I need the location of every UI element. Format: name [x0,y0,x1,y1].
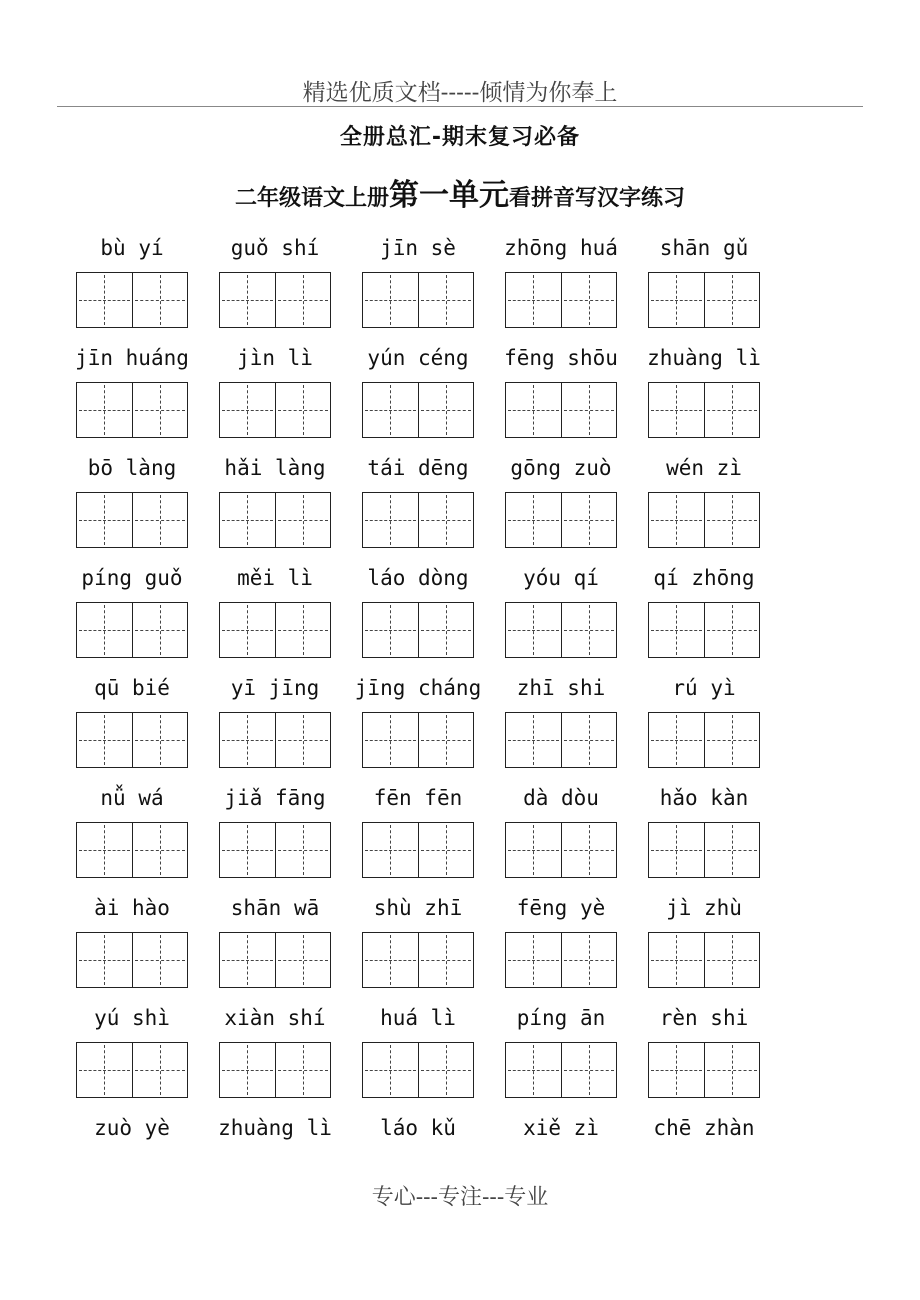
title-task: 看拼音写汉字练习 [509,186,686,211]
pinyin-label: rèn shi [659,1006,749,1030]
page-header: 精选优质文档-----倾情为你奉上 [302,80,618,106]
tian-grid-cell[interactable] [220,823,275,877]
tian-grid-cell[interactable] [363,933,418,987]
writing-boxes[interactable] [505,1042,617,1098]
tian-grid-cell[interactable] [649,823,704,877]
writing-boxes[interactable] [219,932,331,988]
tian-grid-cell[interactable] [220,1043,275,1097]
tian-grid-cell[interactable] [77,603,132,657]
writing-boxes[interactable] [505,382,617,438]
tian-grid-cell[interactable] [220,493,275,547]
pinyin-label: huá lì [380,1006,456,1030]
tian-grid-cell[interactable] [704,713,760,767]
writing-boxes[interactable] [648,382,760,438]
pinyin-label: fēn fēn [373,786,463,810]
pinyin-label: rú yì [672,676,736,700]
pinyin-label: yī jīng [230,676,320,700]
writing-boxes[interactable] [505,932,617,988]
tian-grid-cell[interactable] [363,273,418,327]
writing-boxes[interactable] [76,492,188,548]
tian-grid-cell[interactable] [132,273,188,327]
writing-boxes[interactable] [76,602,188,658]
pinyin-label: jiǎ fāng [224,786,326,810]
tian-grid-cell[interactable] [704,383,760,437]
tian-grid-cell[interactable] [132,493,188,547]
writing-boxes[interactable] [76,932,188,988]
pinyin-label: shù zhī [373,896,463,920]
tian-grid-cell[interactable] [561,273,617,327]
writing-boxes[interactable] [219,602,331,658]
pinyin-label: chē zhàn [653,1116,755,1140]
tian-grid-cell[interactable] [363,1043,418,1097]
tian-grid-cell[interactable] [649,933,704,987]
pinyin-label: qū bié [94,676,170,700]
tian-grid-cell[interactable] [275,273,331,327]
tian-grid-cell[interactable] [418,603,474,657]
pinyin-label: hǎo kàn [659,786,749,810]
tian-grid-cell[interactable] [77,493,132,547]
pinyin-label: zhuàng lì [218,1116,332,1140]
pinyin-label: xiě zì [523,1116,599,1140]
tian-grid-cell[interactable] [561,493,617,547]
tian-grid-cell[interactable] [77,713,132,767]
pinyin-label: zhī shi [516,676,606,700]
pinyin-label: jīn sè [380,236,456,260]
pinyin-label: yóu qí [523,566,599,590]
writing-boxes[interactable] [648,272,760,328]
subtitle: 全册总汇-期末复习必备 [339,125,581,150]
tian-grid-cell[interactable] [275,603,331,657]
tian-grid-cell[interactable] [418,713,474,767]
tian-grid-cell[interactable] [132,933,188,987]
tian-grid-cell[interactable] [77,383,132,437]
tian-grid-cell[interactable] [506,383,561,437]
writing-boxes[interactable] [362,272,474,328]
tian-grid-cell[interactable] [506,1043,561,1097]
writing-boxes[interactable] [505,272,617,328]
pinyin-label: jīng cháng [354,676,482,700]
pinyin-label: zhuàng lì [647,346,761,370]
writing-boxes[interactable] [76,1042,188,1098]
writing-boxes[interactable] [362,382,474,438]
pinyin-label: guǒ shí [230,236,320,260]
writing-boxes[interactable] [219,1042,331,1098]
pinyin-label: píng ān [516,1006,606,1030]
tian-grid-cell[interactable] [506,603,561,657]
tian-grid-cell[interactable] [275,383,331,437]
pinyin-label: jīn huáng [75,346,189,370]
pinyin-label: fēng shōu [504,346,618,370]
writing-boxes[interactable] [362,602,474,658]
pinyin-label: tái dēng [367,456,469,480]
pinyin-label: gōng zuò [510,456,612,480]
writing-boxes[interactable] [505,822,617,878]
tian-grid-cell[interactable] [506,933,561,987]
tian-grid-cell[interactable] [77,933,132,987]
writing-boxes[interactable] [219,822,331,878]
tian-grid-cell[interactable] [220,933,275,987]
writing-boxes[interactable] [219,272,331,328]
tian-grid-cell[interactable] [704,933,760,987]
tian-grid-cell[interactable] [418,823,474,877]
tian-grid-cell[interactable] [704,493,760,547]
tian-grid-cell[interactable] [561,933,617,987]
tian-grid-cell[interactable] [506,273,561,327]
writing-boxes[interactable] [76,822,188,878]
writing-boxes[interactable] [648,822,760,878]
tian-grid-cell[interactable] [363,493,418,547]
pinyin-label: hǎi làng [224,456,326,480]
tian-grid-cell[interactable] [132,823,188,877]
title-unit: 第一单元 [389,178,509,213]
pinyin-label: dà dòu [523,786,599,810]
tian-grid-cell[interactable] [704,823,760,877]
tian-grid-cell[interactable] [418,933,474,987]
tian-grid-cell[interactable] [704,273,760,327]
tian-grid-cell[interactable] [275,1043,331,1097]
pinyin-label: láo dòng [367,566,469,590]
tian-grid-cell[interactable] [275,493,331,547]
pinyin-label: zuò yè [94,1116,170,1140]
page-footer: 专心---专注---专业 [371,1185,549,1210]
pinyin-label: yún céng [367,346,469,370]
pinyin-label: měi lì [237,566,313,590]
tian-grid-cell[interactable] [649,273,704,327]
pinyin-label: zhōng huá [504,236,618,260]
tian-grid-cell[interactable] [77,823,132,877]
pinyin-label: yú shì [94,1006,170,1030]
tian-grid-cell[interactable] [275,713,331,767]
tian-grid-cell[interactable] [704,603,760,657]
tian-grid-cell[interactable] [220,603,275,657]
tian-grid-cell[interactable] [77,1043,132,1097]
tian-grid-cell[interactable] [649,603,704,657]
tian-grid-cell[interactable] [132,1043,188,1097]
tian-grid-cell[interactable] [418,1043,474,1097]
writing-boxes[interactable] [76,382,188,438]
tian-grid-cell[interactable] [220,273,275,327]
pinyin-label: láo kǔ [380,1116,456,1140]
writing-boxes[interactable] [362,932,474,988]
writing-boxes[interactable] [648,712,760,768]
pinyin-label: qí zhōng [653,566,755,590]
writing-boxes[interactable] [219,492,331,548]
tian-grid-cell[interactable] [704,1043,760,1097]
tian-grid-cell[interactable] [506,713,561,767]
tian-grid-cell[interactable] [132,603,188,657]
pinyin-label: fēng yè [516,896,606,920]
pinyin-label: píng guǒ [81,566,183,590]
tian-grid-cell[interactable] [418,383,474,437]
pinyin-label: jìn lì [237,346,313,370]
tian-grid-cell[interactable] [275,823,331,877]
pinyin-label: xiàn shí [224,1006,326,1030]
writing-boxes[interactable] [505,492,617,548]
writing-boxes[interactable] [505,712,617,768]
pinyin-label: shān gǔ [659,236,749,260]
tian-grid-cell[interactable] [220,383,275,437]
writing-boxes[interactable] [648,602,760,658]
tian-grid-cell[interactable] [132,713,188,767]
writing-boxes[interactable] [219,712,331,768]
writing-boxes[interactable] [362,1042,474,1098]
writing-boxes[interactable] [648,932,760,988]
writing-boxes[interactable] [505,602,617,658]
pinyin-label: wén zì [666,456,742,480]
pinyin-label: shān wā [230,896,320,920]
pinyin-label: bù yí [100,236,164,260]
tian-grid-cell[interactable] [363,713,418,767]
tian-grid-cell[interactable] [561,823,617,877]
writing-boxes[interactable] [648,1042,760,1098]
writing-boxes[interactable] [76,712,188,768]
writing-boxes[interactable] [362,492,474,548]
tian-grid-cell[interactable] [649,383,704,437]
pinyin-label: nǚ wá [100,786,164,810]
tian-grid-cell[interactable] [561,383,617,437]
tian-grid-cell[interactable] [561,1043,617,1097]
tian-grid-cell[interactable] [418,493,474,547]
tian-grid-cell[interactable] [220,713,275,767]
tian-grid-cell[interactable] [275,933,331,987]
pinyin-label: jì zhù [666,896,742,920]
tian-grid-cell[interactable] [561,713,617,767]
tian-grid-cell[interactable] [649,493,704,547]
tian-grid-cell[interactable] [363,603,418,657]
tian-grid-cell[interactable] [132,383,188,437]
tian-grid-cell[interactable] [561,603,617,657]
tian-grid-cell[interactable] [363,823,418,877]
tian-grid-cell[interactable] [418,273,474,327]
tian-grid-cell[interactable] [77,273,132,327]
tian-grid-cell[interactable] [363,383,418,437]
writing-boxes[interactable] [362,712,474,768]
writing-boxes[interactable] [219,382,331,438]
pinyin-label: bō làng [87,456,177,480]
tian-grid-cell[interactable] [649,713,704,767]
writing-boxes[interactable] [362,822,474,878]
title-grade: 二年级语文上册 [234,186,389,211]
tian-grid-cell[interactable] [506,493,561,547]
tian-grid-cell[interactable] [649,1043,704,1097]
writing-boxes[interactable] [76,272,188,328]
tian-grid-cell[interactable] [506,823,561,877]
pinyin-label: ài hào [94,896,170,920]
writing-boxes[interactable] [648,492,760,548]
